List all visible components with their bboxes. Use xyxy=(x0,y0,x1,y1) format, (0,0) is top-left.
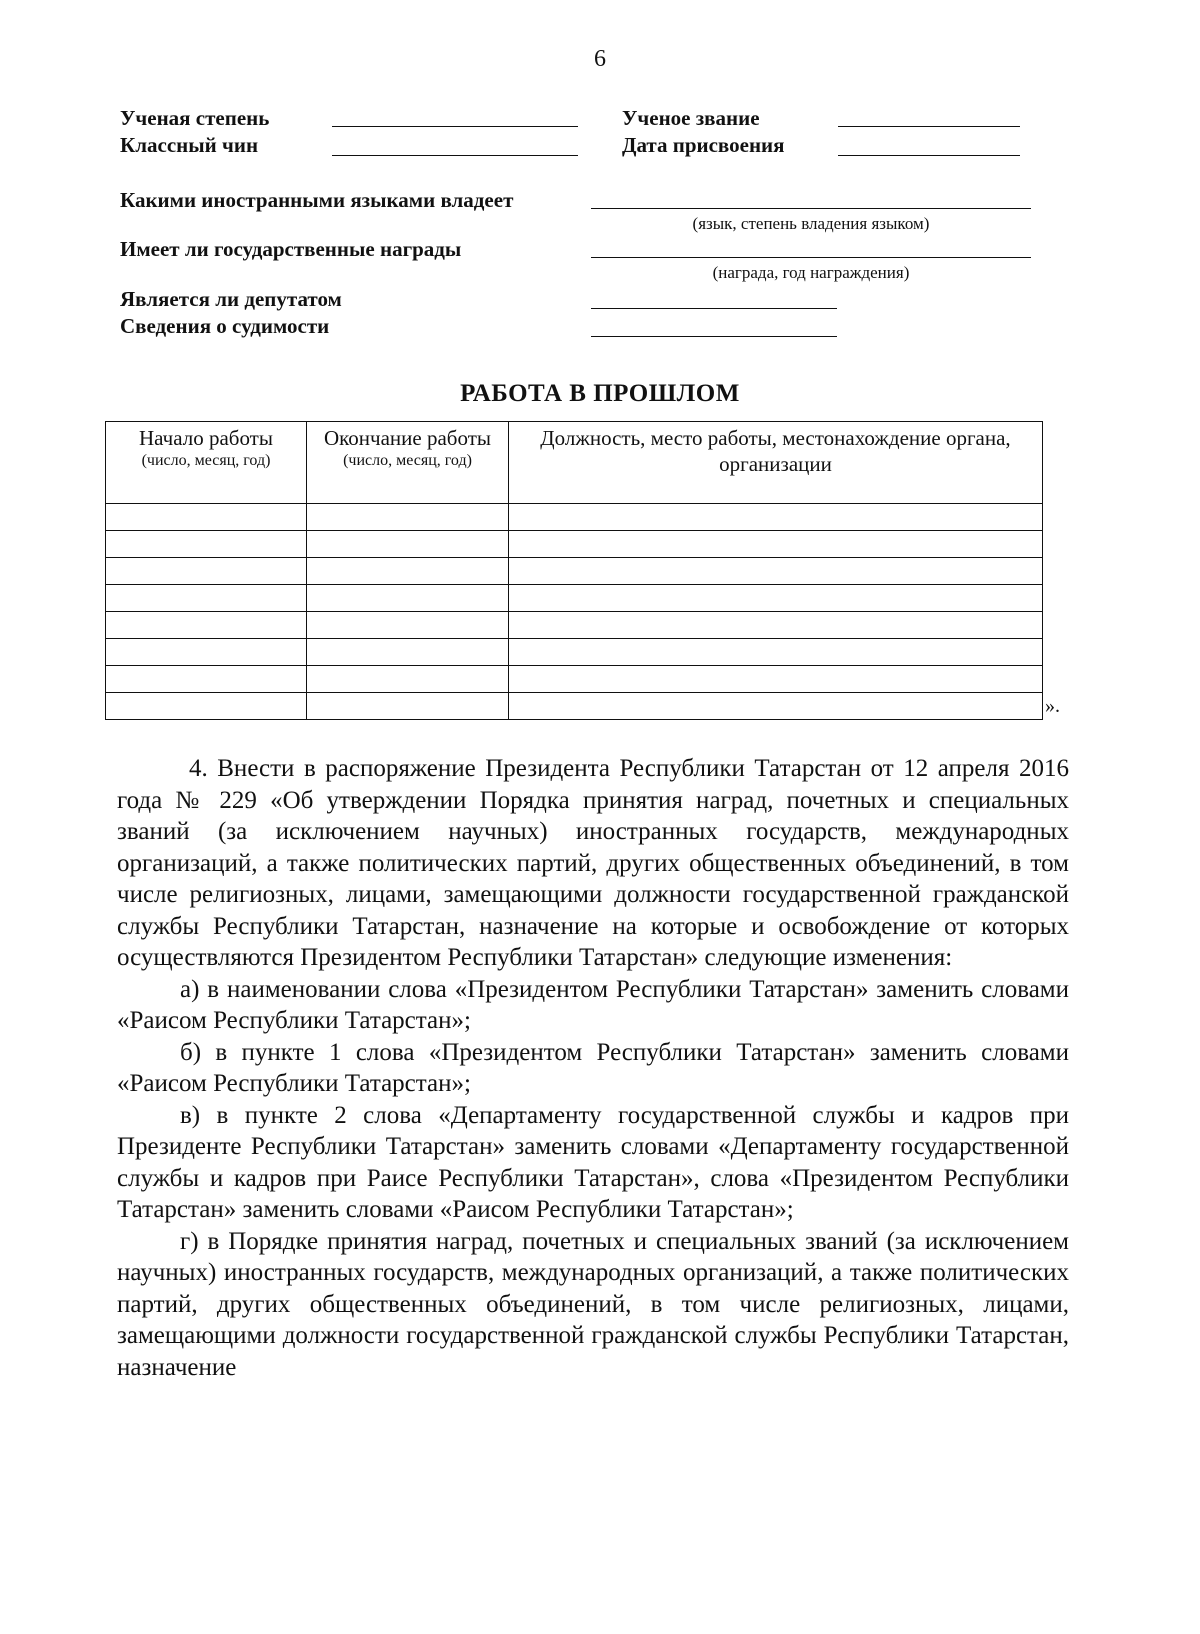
column-header-position xyxy=(509,422,1043,504)
academic-title-label: Ученое звание xyxy=(622,106,760,130)
table-row xyxy=(106,693,1043,720)
table-cell[interactable] xyxy=(509,693,1043,720)
table-header-row xyxy=(106,422,1043,504)
table-body xyxy=(106,504,1043,720)
deputy-label: Является ли депутатом xyxy=(120,287,342,311)
table-row xyxy=(106,612,1043,639)
criminal-record-label: Сведения о судимости xyxy=(120,314,330,338)
table-cell[interactable] xyxy=(509,612,1043,639)
table-row xyxy=(106,639,1043,666)
table-cell[interactable] xyxy=(106,612,307,639)
table-cell[interactable] xyxy=(509,666,1043,693)
table-cell[interactable] xyxy=(307,558,509,585)
table-row xyxy=(106,531,1043,558)
table-cell[interactable] xyxy=(307,693,509,720)
table-cell[interactable] xyxy=(509,585,1043,612)
column-header-position-label: Должность, место работы, местонахождение органа, организации xyxy=(540,426,1011,476)
table-row xyxy=(106,504,1043,531)
column-header-end-sub: (число, месяц, год) xyxy=(343,452,472,469)
item-a: а) в наименовании слова «Президентом Республики Татарстан» заменить словами «Раисом Республики Татарстан»; xyxy=(117,975,1069,1034)
table-cell[interactable] xyxy=(307,639,509,666)
table-cell[interactable] xyxy=(509,504,1043,531)
table-row xyxy=(106,558,1043,585)
table-cell[interactable] xyxy=(307,666,509,693)
column-header-end-label: Окончание работы xyxy=(324,426,491,450)
table-cell[interactable] xyxy=(307,585,509,612)
academic-degree-label: Ученая степень xyxy=(120,106,270,130)
closing-quote-mark: ». xyxy=(1045,695,1060,717)
assignment-date-label: Дата присвоения xyxy=(622,133,785,157)
state-awards-hint: (награда, год награждения) xyxy=(712,263,910,282)
table-cell[interactable] xyxy=(307,531,509,558)
column-header-start xyxy=(106,422,307,504)
table-cell[interactable] xyxy=(106,639,307,666)
table-cell[interactable] xyxy=(106,585,307,612)
page-number: 6 xyxy=(594,46,606,72)
table-cell[interactable] xyxy=(106,558,307,585)
class-rank-label: Классный чин xyxy=(120,133,259,157)
table-cell[interactable] xyxy=(307,504,509,531)
work-history-table xyxy=(105,421,1043,720)
table-cell[interactable] xyxy=(509,531,1043,558)
item-g: г) в Порядке принятия наград, почетных и специальных званий (за исключением научных) иностранных государств, международных организаций, а также политических партий, других общественных объединений, в том числе религиозных, лицами, замещающими должности государственной гражданской службы Республики Татарстан, назначение xyxy=(117,1227,1069,1381)
academic-title-line[interactable] xyxy=(838,126,1020,127)
table-cell[interactable] xyxy=(106,531,307,558)
table-row xyxy=(106,585,1043,612)
foreign-languages-label: Какими иностранными языками владеет xyxy=(120,188,514,212)
academic-degree-line[interactable] xyxy=(332,126,578,127)
section-title: РАБОТА В ПРОШЛОМ xyxy=(460,380,740,407)
paragraph-4: 4. Внести в распоряжение Президента Республики Татарстан от 12 апреля 2016 года № 229 «Об утверждении Порядка принятия наград, почетных и специальных званий (за исключением научных) иностранных государств, международных организаций, а также политических партий, других общественных объединений, в том числе религиозных, лицами, замещающими должности государственной гражданской службы Республики Татарстан, назначение на которые и освобождение от которых осуществляются Президентом Республики Татарстан» следующие изменения: xyxy=(117,755,1069,971)
table-row xyxy=(106,666,1043,693)
state-awards-line[interactable] xyxy=(591,257,1031,258)
item-v: в) в пункте 2 слова «Департаменту государственной службы и кадров при Президенте Республики Татарстан» заменить словами «Департаменту государственной службы и кадров при Раисе Республики Татарстан», слова «Президентом Республики Татарстан» заменить словами «Раисом Республики Татарстан»; xyxy=(117,1101,1069,1223)
table-cell[interactable] xyxy=(509,639,1043,666)
column-header-start-sub: (число, месяц, год) xyxy=(141,452,271,469)
deputy-line[interactable] xyxy=(591,308,837,309)
column-header-start-label: Начало работы xyxy=(139,426,273,450)
table-cell[interactable] xyxy=(106,666,307,693)
assignment-date-line[interactable] xyxy=(838,155,1020,156)
table-cell[interactable] xyxy=(106,693,307,720)
table-cell[interactable] xyxy=(307,612,509,639)
criminal-record-line[interactable] xyxy=(591,336,837,337)
foreign-languages-hint: (язык, степень владения языком) xyxy=(692,214,930,233)
state-awards-label: Имеет ли государственные награды xyxy=(120,237,462,261)
table-cell[interactable] xyxy=(106,504,307,531)
table-cell[interactable] xyxy=(509,558,1043,585)
class-rank-line[interactable] xyxy=(332,155,578,156)
column-header-end xyxy=(307,422,509,504)
body-text xyxy=(117,753,1069,1383)
foreign-languages-line[interactable] xyxy=(591,208,1031,209)
item-b: б) в пункте 1 слова «Президентом Республики Татарстан» заменить словами «Раисом Республики Татарстан»; xyxy=(117,1038,1069,1097)
